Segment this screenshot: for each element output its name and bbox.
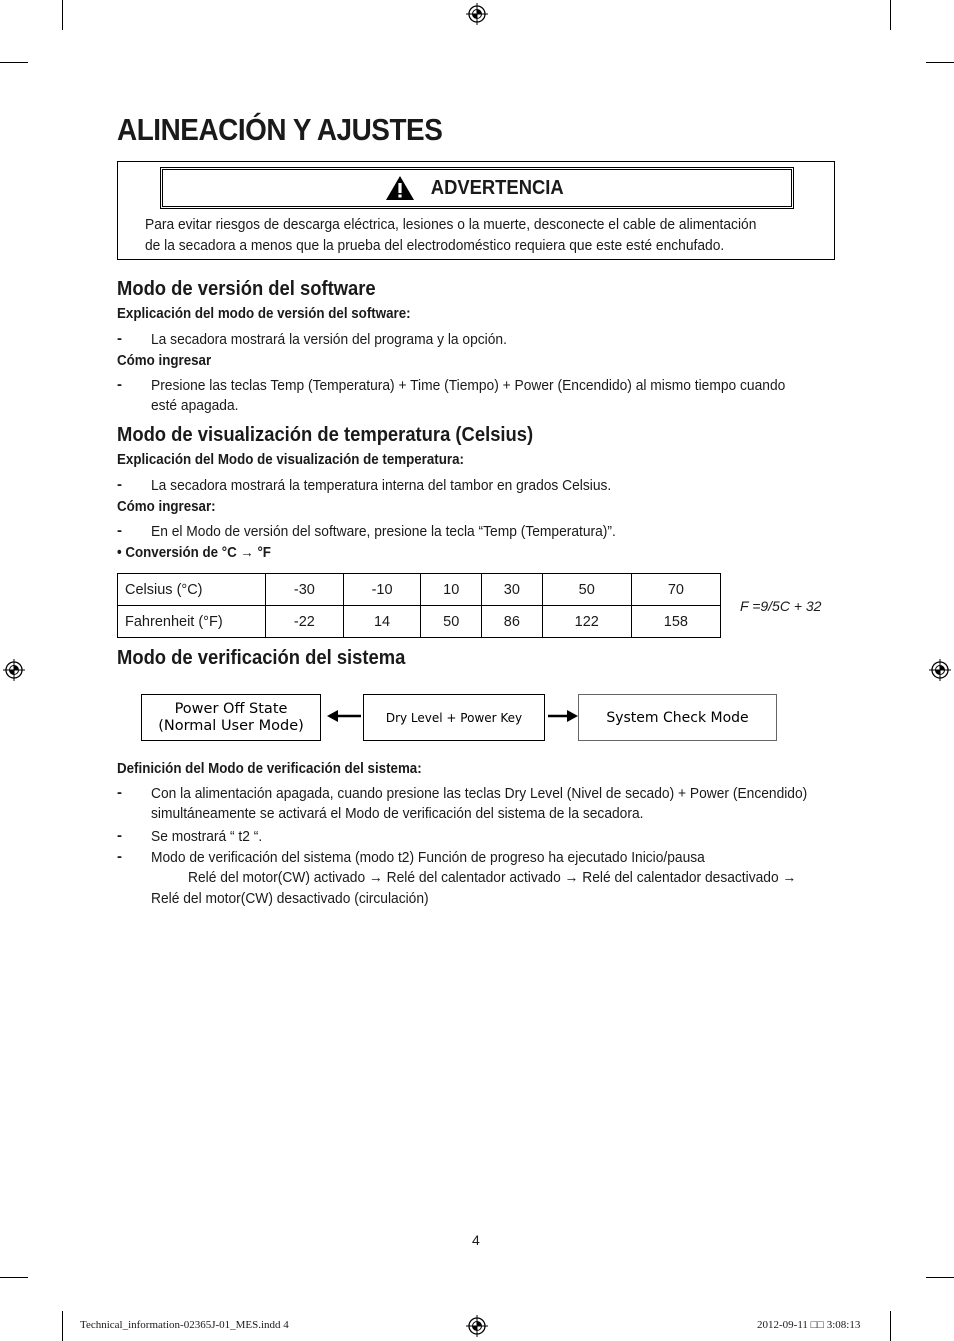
bullet-dash: - [117, 848, 122, 865]
crop-mark [0, 1277, 28, 1278]
warning-heading [160, 167, 794, 209]
bullet-dash: - [117, 522, 122, 539]
warning-heading-label: ADVERTENCIA [430, 176, 564, 199]
table-cell: 14 [343, 606, 421, 638]
section-title-system-check: Modo de verificación del sistema [117, 647, 406, 669]
bullet-dash: - [117, 784, 122, 801]
flow-box-dry-level-power-key [363, 694, 545, 741]
subheading: Cómo ingresar: [117, 499, 216, 515]
conversion-heading: • Conversión de °C → °F [117, 545, 271, 561]
crop-mark [890, 1311, 891, 1341]
page-title: ALINEACIÓN Y AJUSTES [117, 112, 443, 147]
warning-triangle-icon [385, 175, 415, 201]
list-item: Modo de verificación del sistema (modo t2) Función de progreso ha ejecutado Inicio/pausa [151, 849, 705, 866]
conversion-formula: F =9/5C + 32 [740, 598, 822, 614]
registration-mark-icon [466, 3, 488, 25]
subheading: Definición del Modo de verificación del sistema: [117, 761, 422, 777]
arrow-left-icon [327, 709, 363, 723]
list-item-continuation: simultáneamente se activará el Modo de verificación del sistema de la secadora. [151, 805, 644, 822]
warning-line: de la secadora a menos que la prueba del electrodoméstico requiera que este esté enchufado. [145, 237, 725, 254]
registration-mark-icon [466, 1315, 488, 1337]
bullet-dash: - [117, 827, 122, 844]
section-title-software-version: Modo de versión del software [117, 278, 376, 300]
bullet-dash: - [117, 476, 122, 493]
conversion-table [117, 573, 721, 638]
flow-box-power-off-state [141, 694, 321, 741]
list-item-continuation: esté apagada. [151, 397, 239, 414]
flow-box-label: System Check Mode [606, 709, 749, 726]
table-cell: -10 [343, 574, 421, 606]
list-item-continuation: Relé del motor(CW) activado → Relé del calentador activado → Relé del calentador desactivado → [188, 869, 797, 886]
flow-box-label: Dry Level + Power Key [385, 710, 523, 725]
table-cell: -30 [266, 574, 344, 606]
crop-mark [926, 62, 954, 63]
table-cell: 50 [542, 574, 631, 606]
footer-timestamp: 2012-09-11 □□ 3:08:13 [757, 1319, 861, 1331]
subheading: Cómo ingresar [117, 353, 212, 369]
table-row-header: Celsius (°C) [118, 574, 266, 606]
list-item: Con la alimentación apagada, cuando presione las teclas Dry Level (Nivel de secado) + Power (Encendido) [151, 785, 808, 802]
crop-mark [926, 1277, 954, 1278]
table-row-fahrenheit [118, 606, 721, 638]
crop-mark [0, 62, 28, 63]
table-cell: 158 [631, 606, 720, 638]
subheading: Explicación del modo de versión del software: [117, 306, 411, 322]
list-item: Presione las teclas Temp (Temperatura) + Time (Tiempo) + Power (Encendido) al mismo tiempo cuando [151, 377, 786, 394]
crop-mark [62, 1311, 63, 1341]
list-item: Se mostrará “ t2 “. [151, 828, 263, 845]
list-item: La secadora mostrará la versión del programa y la opción. [151, 331, 507, 348]
flow-box-line: (Normal User Mode) [158, 717, 304, 734]
crop-mark [62, 0, 63, 30]
warning-line: Para evitar riesgos de descarga eléctrica, lesiones o la muerte, desconecte el cable de alimentación [145, 216, 757, 233]
table-row-celsius [118, 574, 721, 606]
arrow-right-icon [546, 709, 578, 723]
flow-box-line: Power Off State [174, 700, 288, 717]
flow-box-system-check-mode [578, 694, 777, 741]
table-row-header: Fahrenheit (°F) [118, 606, 266, 638]
footer-file-info: Technical_information-02365J-01_MES.indd 4 [80, 1319, 289, 1331]
section-title-temperature-display: Modo de visualización de temperatura (Celsius) [117, 424, 534, 446]
table-cell: -22 [266, 606, 344, 638]
list-item-continuation: Relé del motor(CW) desactivado (circulación) [151, 890, 429, 907]
table-cell: 50 [421, 606, 482, 638]
table-cell: 70 [631, 574, 720, 606]
page-number: 4 [472, 1232, 480, 1248]
list-item: La secadora mostrará la temperatura interna del tambor en grados Celsius. [151, 477, 612, 494]
bullet-dash: - [117, 330, 122, 347]
registration-mark-icon [929, 659, 951, 681]
table-cell: 30 [482, 574, 543, 606]
table-cell: 86 [482, 606, 543, 638]
registration-mark-icon [3, 659, 25, 681]
table-cell: 122 [542, 606, 631, 638]
crop-mark [890, 0, 891, 30]
subheading: Explicación del Modo de visualización de temperatura: [117, 452, 464, 468]
table-cell: 10 [421, 574, 482, 606]
list-item: En el Modo de versión del software, presione la tecla “Temp (Temperatura)”. [151, 523, 616, 540]
warning-text [145, 214, 771, 256]
bullet-dash: - [117, 376, 122, 393]
